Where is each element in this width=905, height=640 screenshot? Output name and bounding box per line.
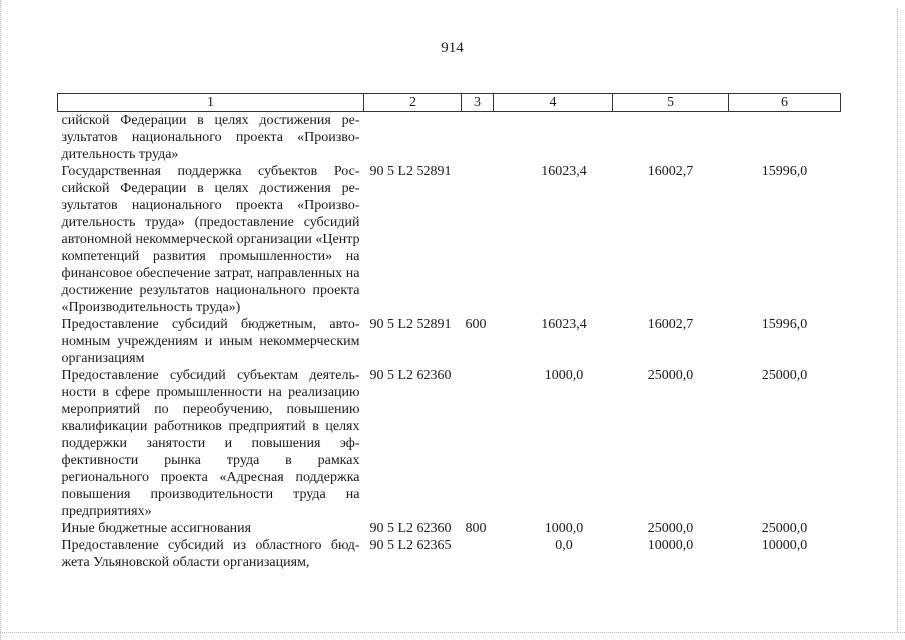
- row-name: Предоставление субсидий бюджетным, автономным учреждениям и иным некоммерческим организациям: [61, 317, 360, 366]
- row-expense-type: [462, 367, 494, 520]
- table-header: [58, 94, 841, 112]
- row-name: Предоставление субсидий из областного бюджета Ульяновской области организациям,: [61, 538, 360, 570]
- row-code: 90 5 L2 52891: [369, 317, 452, 332]
- row-value-col5: 16002,7: [647, 164, 694, 179]
- row-name: Предоставление субсидий субъектам деятельности в сфере промышленности на реализацию мероприятий по переобучению, повышению квалификации работников предприятий в целях поддержки занятости и повышения эффективности рынка труда в рамках регионального проекта «Адресная поддержка повышения производительности труда на предприятиях»: [61, 368, 360, 519]
- budget-table: [57, 93, 841, 571]
- scan-edge-right: [897, 8, 899, 632]
- table-row: [58, 316, 841, 367]
- column-header-1: 1: [58, 94, 364, 112]
- row-value-col5: 25000,0: [647, 521, 694, 536]
- row-value-col6: 25000,0: [761, 368, 808, 383]
- scan-edge-left: [0, 0, 2, 640]
- row-value-col5: [613, 112, 729, 164]
- row-value-col6: 25000,0: [761, 521, 808, 536]
- row-value-col6: 10000,0: [761, 538, 808, 553]
- row-value-col5: 16002,7: [647, 317, 694, 332]
- row-expense-type: [462, 112, 494, 164]
- row-value-col4: 16023,4: [541, 317, 587, 332]
- row-code: [364, 112, 462, 164]
- table-row: [58, 367, 841, 520]
- row-expense-type: [462, 537, 494, 571]
- row-value-col4: [494, 112, 613, 164]
- row-value-col4: 0,0: [555, 538, 573, 553]
- column-header-6: 6: [729, 94, 841, 112]
- row-value-col5: 25000,0: [647, 368, 694, 383]
- row-value-col6: [729, 112, 841, 164]
- row-expense-type: 800: [465, 521, 487, 536]
- row-code: 90 5 L2 62360: [369, 521, 452, 536]
- column-header-2: 2: [364, 94, 462, 112]
- row-code: 90 5 L2 62365: [369, 538, 452, 553]
- row-value-col5: 10000,0: [647, 538, 694, 553]
- row-value-col4: 1000,0: [544, 368, 584, 383]
- column-header-3: 3: [462, 94, 494, 112]
- row-code: 90 5 L2 52891: [369, 164, 452, 179]
- scan-edge-bottom: [0, 632, 905, 634]
- column-header-4: 4: [494, 94, 613, 112]
- row-expense-type: 600: [465, 317, 487, 332]
- row-name: Иные бюджетные ассигнования: [61, 521, 252, 536]
- page-number: 914: [441, 40, 464, 56]
- table-row: [58, 112, 841, 164]
- header-row: [58, 94, 841, 112]
- table-row: [58, 537, 841, 571]
- table-row: [58, 520, 841, 537]
- row-value-col4: 16023,4: [541, 164, 587, 179]
- row-name: Государственная поддержка субъектов Российской Федерации в целях достижения результатов национального проекта «Производительность труда» (предоставление субсидий автономной некоммерческой организации «Центр компетенций развития промышленности» на финансовое обеспечение затрат, направленных на достижение результатов национального проекта «Производительность труда»): [61, 164, 360, 315]
- row-expense-type: [462, 163, 494, 316]
- row-name: сийской Федерации в целях достижения результатов национального проекта «Производительность труда»: [61, 113, 360, 162]
- table-row: [58, 163, 841, 316]
- table-body: [58, 112, 841, 572]
- row-value-col4: 1000,0: [544, 521, 584, 536]
- row-code: 90 5 L2 62360: [369, 368, 452, 383]
- row-value-col6: 15996,0: [761, 164, 808, 179]
- row-value-col6: 15996,0: [761, 317, 808, 332]
- column-header-5: 5: [613, 94, 729, 112]
